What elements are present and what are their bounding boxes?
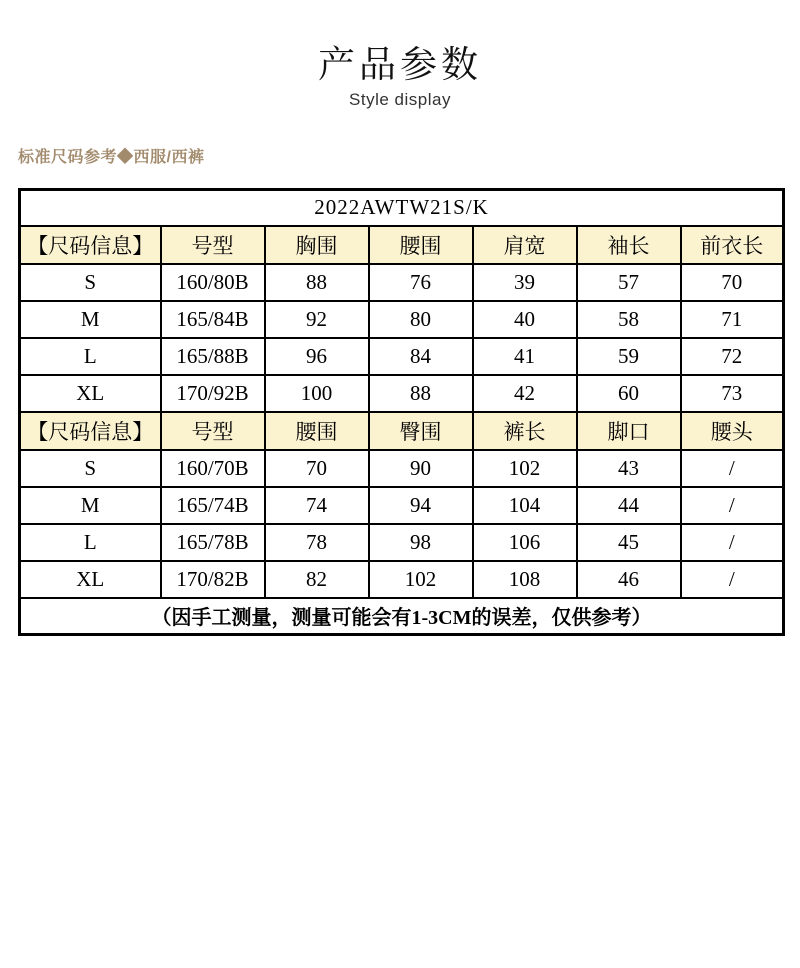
table-cell: L xyxy=(20,338,161,375)
table-cell: / xyxy=(681,561,784,598)
table-cell: 72 xyxy=(681,338,784,375)
table-cell: 58 xyxy=(577,301,681,338)
table-cell: / xyxy=(681,450,784,487)
table-cell: 90 xyxy=(369,450,473,487)
model-code-row xyxy=(20,189,784,226)
table-cell: 165/88B xyxy=(161,338,265,375)
table-cell: 96 xyxy=(265,338,369,375)
page-subtitle: Style display xyxy=(349,89,451,109)
table-cell: L xyxy=(20,524,161,561)
table-cell: 165/78B xyxy=(161,524,265,561)
size-reference-label: 标准尺码参考◆西服/西裤 xyxy=(18,148,205,166)
table-cell: 40 xyxy=(473,301,577,338)
size-table xyxy=(18,188,785,636)
pants-row-m xyxy=(20,487,784,524)
table-cell: 170/92B xyxy=(161,375,265,412)
table-cell: 104 xyxy=(473,487,577,524)
column-header-waistband: 腰头 xyxy=(681,412,784,450)
table-cell: 98 xyxy=(369,524,473,561)
column-header-pants-length: 裤长 xyxy=(473,412,577,450)
table-cell: 39 xyxy=(473,264,577,301)
column-header-bust: 胸围 xyxy=(265,226,369,264)
pants-header-row xyxy=(20,412,784,450)
table-cell: 71 xyxy=(681,301,784,338)
table-cell: 170/82B xyxy=(161,561,265,598)
table-cell: 59 xyxy=(577,338,681,375)
table-cell: 88 xyxy=(369,375,473,412)
table-cell: XL xyxy=(20,375,161,412)
table-cell: M xyxy=(20,301,161,338)
table-cell: 74 xyxy=(265,487,369,524)
column-header-hip: 臀围 xyxy=(369,412,473,450)
table-cell: / xyxy=(681,524,784,561)
table-cell: 106 xyxy=(473,524,577,561)
column-header-sleeve: 袖长 xyxy=(577,226,681,264)
table-cell: 73 xyxy=(681,375,784,412)
measurement-note: （因手工测量，测量可能会有1-3CM的误差，仅供参考） xyxy=(20,598,784,634)
table-cell: 60 xyxy=(577,375,681,412)
pants-row-xl xyxy=(20,561,784,598)
table-cell: 102 xyxy=(369,561,473,598)
table-cell: 108 xyxy=(473,561,577,598)
column-header-size-info: 【尺码信息】 xyxy=(20,226,161,264)
table-cell: 160/80B xyxy=(161,264,265,301)
measurement-note-row xyxy=(20,598,784,634)
pants-row-s xyxy=(20,450,784,487)
table-cell: M xyxy=(20,487,161,524)
pants-row-l xyxy=(20,524,784,561)
table-cell: 41 xyxy=(473,338,577,375)
table-cell: 160/70B xyxy=(161,450,265,487)
jacket-row-xl xyxy=(20,375,784,412)
table-cell: 100 xyxy=(265,375,369,412)
jacket-row-l xyxy=(20,338,784,375)
jacket-row-m xyxy=(20,301,784,338)
table-cell: 82 xyxy=(265,561,369,598)
table-cell: 102 xyxy=(473,450,577,487)
table-cell: 88 xyxy=(265,264,369,301)
model-code: 2022AWTW21S/K xyxy=(20,189,784,226)
table-cell: 44 xyxy=(577,487,681,524)
jacket-header-row xyxy=(20,226,784,264)
table-cell: XL xyxy=(20,561,161,598)
column-header-waist: 腰围 xyxy=(265,412,369,450)
page-title: 产品参数 xyxy=(318,44,482,85)
table-cell: 78 xyxy=(265,524,369,561)
table-cell: 94 xyxy=(369,487,473,524)
table-cell: / xyxy=(681,487,784,524)
column-header-front-length: 前衣长 xyxy=(681,226,784,264)
table-cell: 46 xyxy=(577,561,681,598)
title-block xyxy=(0,44,800,110)
column-header-size-info: 【尺码信息】 xyxy=(20,412,161,450)
table-cell: 92 xyxy=(265,301,369,338)
table-cell: 70 xyxy=(681,264,784,301)
column-header-waist: 腰围 xyxy=(369,226,473,264)
table-cell: 42 xyxy=(473,375,577,412)
column-header-leg-opening: 脚口 xyxy=(577,412,681,450)
table-cell: S xyxy=(20,450,161,487)
column-header-model: 号型 xyxy=(161,412,265,450)
table-cell: 84 xyxy=(369,338,473,375)
table-cell: 165/84B xyxy=(161,301,265,338)
column-header-model: 号型 xyxy=(161,226,265,264)
table-cell: 70 xyxy=(265,450,369,487)
table-cell: 165/74B xyxy=(161,487,265,524)
table-cell: 80 xyxy=(369,301,473,338)
jacket-row-s xyxy=(20,264,784,301)
table-cell: 43 xyxy=(577,450,681,487)
table-cell: 57 xyxy=(577,264,681,301)
column-header-shoulder: 肩宽 xyxy=(473,226,577,264)
table-cell: 45 xyxy=(577,524,681,561)
table-cell: S xyxy=(20,264,161,301)
table-cell: 76 xyxy=(369,264,473,301)
